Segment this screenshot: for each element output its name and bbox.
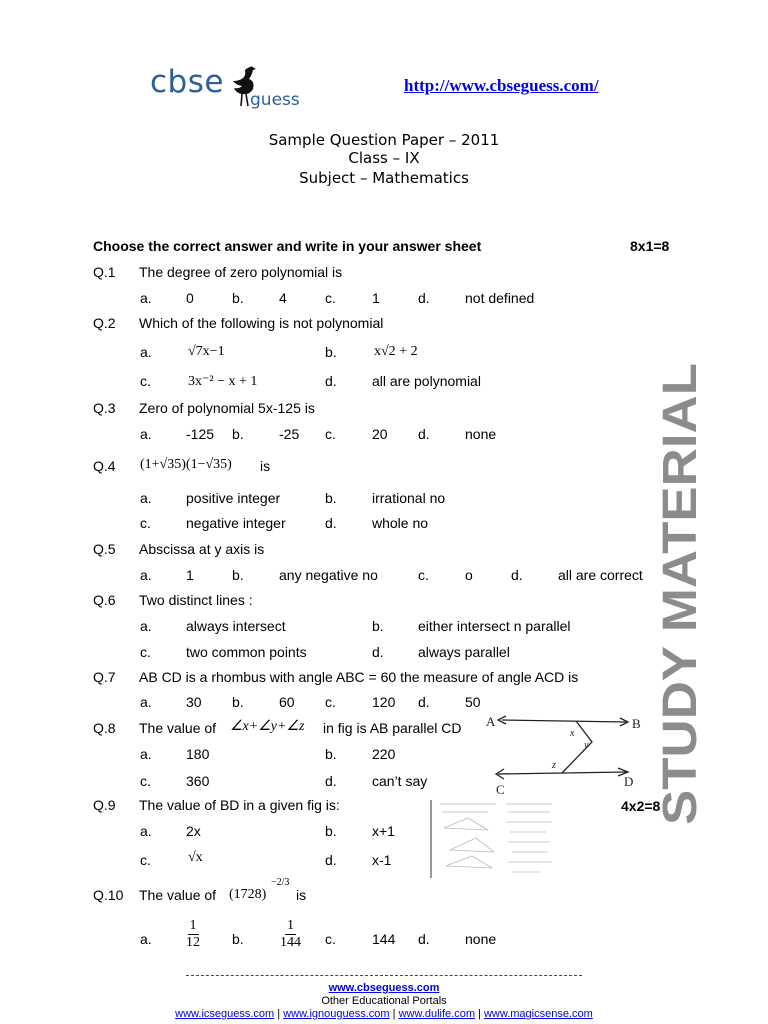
option-value: 4 [279, 290, 287, 306]
footer-main [0, 982, 768, 994]
option-value: √7x−1 [188, 344, 225, 359]
option-value: all are polynomial [372, 373, 481, 389]
option-value: 0 [186, 290, 194, 306]
option-value: whole no [372, 515, 429, 531]
point-b-label: B [632, 716, 641, 731]
option-label: b. [325, 746, 337, 762]
question-number: Q.5 [93, 541, 116, 557]
option-label: b. [325, 823, 337, 839]
question-number: Q.3 [93, 400, 116, 416]
option-value: 180 [186, 746, 210, 762]
section-b-marks: 4x2=8 [621, 798, 661, 814]
footer-separator: | [277, 1008, 281, 1020]
option-value: 3x⁻² − x + 1 [188, 374, 258, 389]
option-label: d. [325, 515, 337, 531]
question-text: Abscissa at y axis is [139, 541, 265, 557]
option-label: c. [140, 644, 151, 660]
question-number: Q.6 [93, 592, 116, 608]
option-label: a. [140, 931, 152, 947]
logo-text-guess: guess [250, 90, 300, 110]
option-label: d. [418, 426, 430, 442]
option-label: a. [140, 823, 152, 839]
footer-separator: | [392, 1008, 396, 1020]
question-expression-exponent: −2/3 [271, 877, 290, 888]
option-label: a. [140, 618, 152, 634]
paper-subject: Subject – Mathematics [299, 169, 469, 187]
question-number: Q.9 [93, 797, 116, 813]
bd-figure-image [428, 798, 558, 880]
option-label: b. [232, 931, 244, 947]
point-d-label: D [624, 774, 634, 789]
footer-link-magicsense[interactable]: www.magicsense.com [483, 1008, 593, 1020]
question-expression: ∠x+∠y+∠z [230, 719, 305, 734]
site-url-link[interactable]: http://www.cbseguess.com/ [404, 76, 599, 95]
question-text: AB CD is a rhombus with angle ABC = 60 the measure of angle ACD is [139, 669, 579, 685]
option-label: c. [140, 373, 151, 389]
option-label: a. [140, 490, 152, 506]
option-value: x+1 [372, 823, 395, 839]
option-label: a. [140, 344, 152, 360]
option-label: d. [325, 373, 337, 389]
option-value: 2x [186, 823, 201, 839]
option-value: none [465, 931, 497, 947]
question-number: Q.2 [93, 315, 116, 331]
option-label: b. [232, 426, 244, 442]
option-value: all are correct [558, 567, 643, 583]
question-number: Q.7 [93, 669, 116, 685]
option-label: a. [140, 694, 152, 710]
option-value: can’t say [372, 773, 428, 789]
fraction-numerator: 1 [287, 918, 294, 933]
study-material-watermark [634, 360, 714, 830]
section-instruction: Choose the correct answer and write in your answer sheet [93, 238, 482, 254]
footer-caption: Other Educational Portals [321, 995, 447, 1007]
question-number: Q.1 [93, 264, 116, 280]
option-value: negative integer [186, 515, 286, 531]
question-expression-base: (1728) [229, 887, 267, 902]
option-fraction [186, 918, 200, 951]
question-expression: (1+√35)(1−√35) [140, 457, 232, 472]
option-label: d. [511, 567, 523, 583]
option-label: d. [372, 644, 384, 660]
option-label: c. [140, 852, 151, 868]
angle-z-label: z [552, 760, 556, 771]
option-value: always intersect [186, 618, 286, 634]
option-value: two common points [186, 644, 307, 660]
footer-divider [186, 975, 582, 976]
option-label: b. [232, 694, 244, 710]
option-value: 30 [186, 694, 202, 710]
option-value: -125 [186, 426, 215, 442]
option-label: b. [325, 344, 337, 360]
option-value: 20 [372, 426, 388, 442]
option-value: none [465, 426, 497, 442]
footer-links [0, 1008, 768, 1020]
option-label: d. [325, 773, 337, 789]
option-label: c. [418, 567, 429, 583]
option-label: c. [325, 290, 336, 306]
footer-main-link[interactable]: www.cbseguess.com [328, 982, 440, 994]
option-value: 360 [186, 773, 210, 789]
question-text: The value of [139, 887, 217, 903]
option-label: d. [418, 290, 430, 306]
option-label: a. [140, 567, 152, 583]
option-label: c. [325, 694, 336, 710]
option-value: x-1 [372, 852, 392, 868]
option-value: 220 [372, 746, 396, 762]
option-label: d. [418, 931, 430, 947]
option-label: b. [325, 490, 337, 506]
option-label: a. [140, 746, 152, 762]
paper-class: Class – IX [348, 149, 420, 167]
option-value: always parallel [418, 644, 510, 660]
option-value: 60 [279, 694, 295, 710]
question-text: is [296, 887, 307, 903]
section-a-marks: 8x1=8 [630, 238, 670, 254]
option-label: c. [325, 931, 336, 947]
option-label: a. [140, 426, 152, 442]
option-label: c. [140, 773, 151, 789]
question-number: Q.8 [93, 720, 116, 736]
option-value: 120 [372, 694, 396, 710]
option-value: o [465, 567, 473, 583]
option-label: b. [232, 567, 244, 583]
option-label: a. [140, 290, 152, 306]
question-text: The degree of zero polynomial is [139, 264, 343, 280]
paper-title: Sample Question Paper – 2011 [268, 131, 500, 149]
question-text: Which of the following is not polynomial [139, 315, 384, 331]
footer-link-icseguess[interactable]: www.icseguess.com [175, 1008, 275, 1020]
question-text: Two distinct lines : [139, 592, 253, 608]
fraction-denominator: 144 [280, 935, 301, 950]
parallel-lines-figure [484, 708, 644, 798]
option-value: any negative no [279, 567, 378, 583]
point-a-label: A [486, 714, 496, 729]
question-text: The value of [139, 720, 217, 736]
angle-x-label: x [570, 728, 575, 739]
fraction-numerator: 1 [189, 918, 197, 933]
question-text: Zero of polynomial 5x-125 is [139, 400, 315, 416]
line-ab [502, 720, 626, 722]
option-value: irrational no [372, 490, 446, 506]
option-value: either intersect n parallel [418, 618, 571, 634]
question-text: The value of BD in a given fig is: [139, 797, 340, 813]
fraction-denominator: 12 [186, 935, 200, 950]
option-value: 1 [186, 567, 194, 583]
point-c-label: C [496, 782, 505, 797]
angle-y-label: y [584, 740, 589, 751]
option-value: √x [188, 850, 203, 865]
option-value: positive integer [186, 490, 281, 506]
option-value: 1 [372, 290, 380, 306]
question-text: is [260, 458, 271, 474]
option-value: 144 [372, 931, 396, 947]
option-label: b. [232, 290, 244, 306]
option-label: c. [140, 515, 151, 531]
logo-text-cbse: cbse [150, 64, 224, 100]
option-value: -25 [279, 426, 300, 442]
option-label: b. [372, 618, 384, 634]
option-fraction [280, 918, 301, 951]
footer-link-ignouguess[interactable]: www.ignouguess.com [283, 1008, 390, 1020]
option-value: not defined [465, 290, 535, 306]
question-text: in fig is AB parallel CD [323, 720, 462, 736]
option-value: x√2 + 2 [374, 344, 418, 359]
question-number: Q.4 [93, 458, 116, 474]
question-number: Q.10 [93, 887, 124, 903]
footer-link-dulife[interactable]: www.dulife.com [398, 1008, 475, 1020]
option-label: d. [325, 852, 337, 868]
option-label: c. [325, 426, 336, 442]
option-value: 50 [465, 694, 481, 710]
footer-separator: | [478, 1008, 481, 1020]
option-label: d. [418, 694, 430, 710]
watermark-text: STUDY MATERIAL [654, 405, 707, 825]
